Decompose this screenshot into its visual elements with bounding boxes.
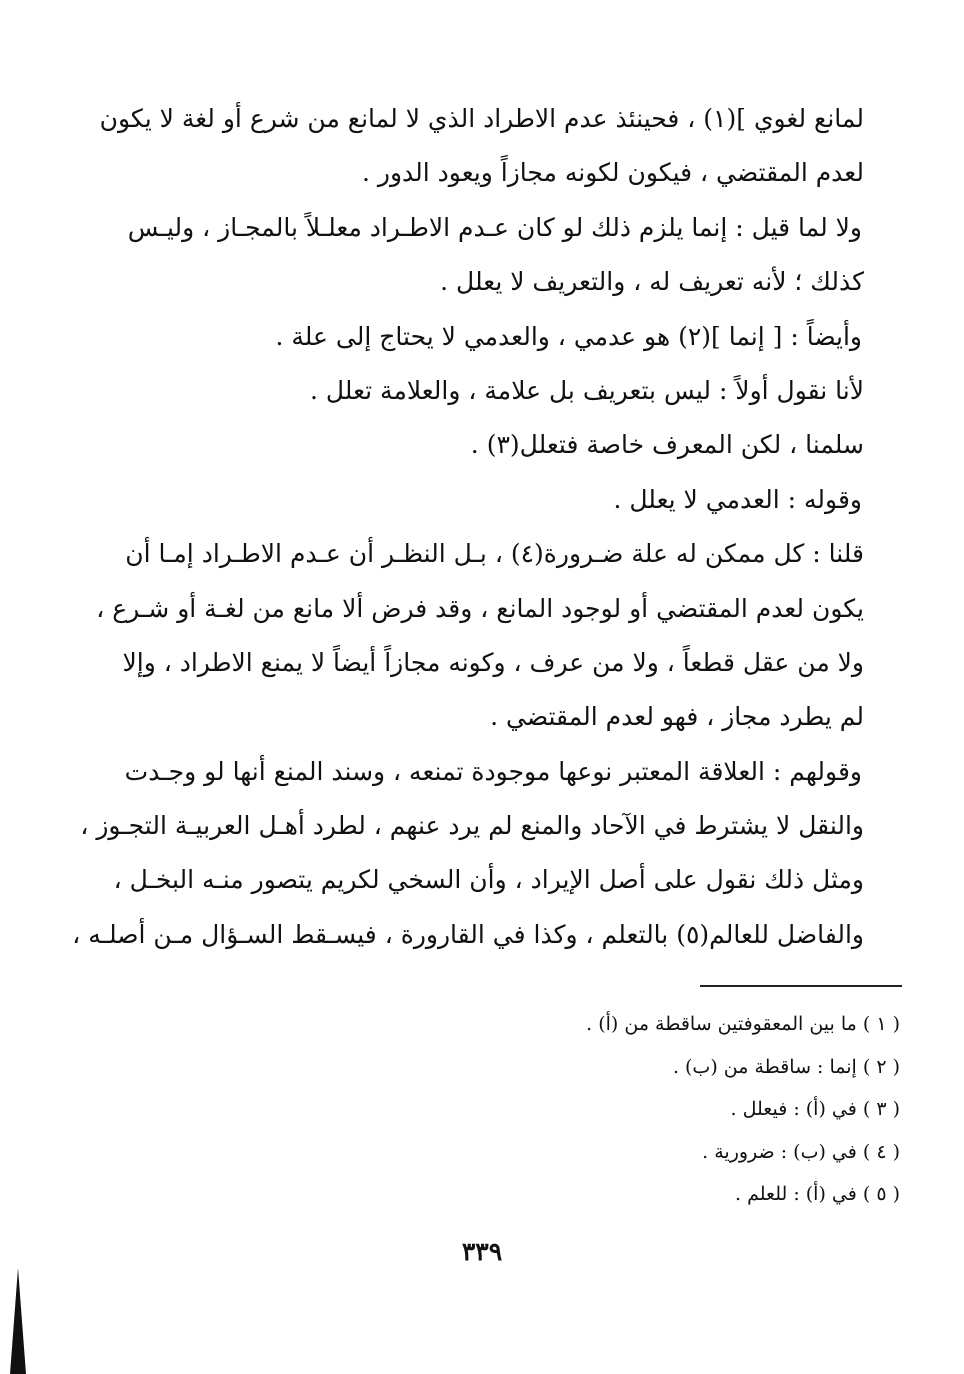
footnote-5: ( ٥ ) في (أ) : للعلم . (735, 1183, 900, 1205)
footnote-3: ( ٣ ) في (أ) : فيعلل . (730, 1098, 900, 1120)
text-line-5: وأيضاً : [ إنما ](٢) هو عدمي ، والعدمي لا يحتاج إلى علة . (275, 321, 862, 351)
text-line-13: وقولهم : العلاقة المعتبر نوعها موجودة تمنعه ، وسند المنع أنها لو وجـدت (124, 756, 862, 786)
page-number: ٣٣٩ (461, 1237, 503, 1266)
footnotes (300, 1003, 900, 1216)
text-line-14: والنقل لا يشترط في الآحاد والمنع لم يرد عنهم ، لطرد أهـل العربيـة التجـوز ، (80, 811, 864, 841)
text-line-9: قلنا : كل ممكن له علة ضـرورة(٤) ، بـل النظـر أن عـدم الاطـراد إمـا أن (125, 539, 864, 569)
text-line-1: لمانع لغوي ](١) ، فحينئذ عدم الاطراد الذي لا لمانع من شرع أو لغة لا يكون (99, 104, 864, 133)
text-line-8: وقوله : العدمي لا يعلل . (613, 484, 862, 514)
text-line-3: ولا لما قيل : إنما يلزم ذلك لو كان عـدم الاطـراد معلـلاً بالمجـاز ، وليـس (127, 212, 862, 242)
text-line-16: والفاضل للعالم(٥) بالتعلم ، وكذا في القارورة ، فيسـقط السـؤال مـن أصلـه ، (72, 919, 864, 949)
text-line-6: لأنا نقول أولاً : ليس بتعريف بل علامة ، والعلامة تعلل . (309, 375, 864, 405)
text-line-15: ومثل ذلك نقول على أصل الإيراد ، وأن السخي لكريم يتصور منـه البخـل ، (113, 865, 864, 895)
text-line-10: يكون لعدم المقتضي أو لوجود المانع ، وقد فرض ألا مانع من لغـة أو شـرع ، (96, 593, 864, 623)
text-line-4: كذلك ؛ لأنه تعريف له ، والتعريف لا يعلل . (440, 267, 864, 297)
text-line-11: ولا من عقل قطعاً ، ولا من عرف ، وكونه مجازاً أيضاً لا يمنع الاطراد ، وإلا (122, 647, 864, 677)
footnote-separator (700, 985, 902, 987)
text-line-2: لعدم المقتضي ، فيكون لكونه مجازاً ويعود الدور . (361, 158, 864, 188)
main-text (72, 92, 864, 962)
footnote-2: ( ٢ ) إنما : ساقطة من (ب) . (672, 1055, 900, 1078)
footnote-1: ( ١ ) ما بين المعقوفتين ساقطة من (أ) . (586, 1013, 900, 1035)
text-line-12: لم يطرد مجاز ، فهو لعدم المقتضي . (490, 702, 864, 732)
text-line-7: سلمنا ، لكن المعرف خاصة فتعلل(٣) . (470, 430, 864, 460)
footnote-4: ( ٤ ) في (ب) : ضرورية . (702, 1140, 900, 1163)
scan-edge-mark (10, 1268, 26, 1374)
